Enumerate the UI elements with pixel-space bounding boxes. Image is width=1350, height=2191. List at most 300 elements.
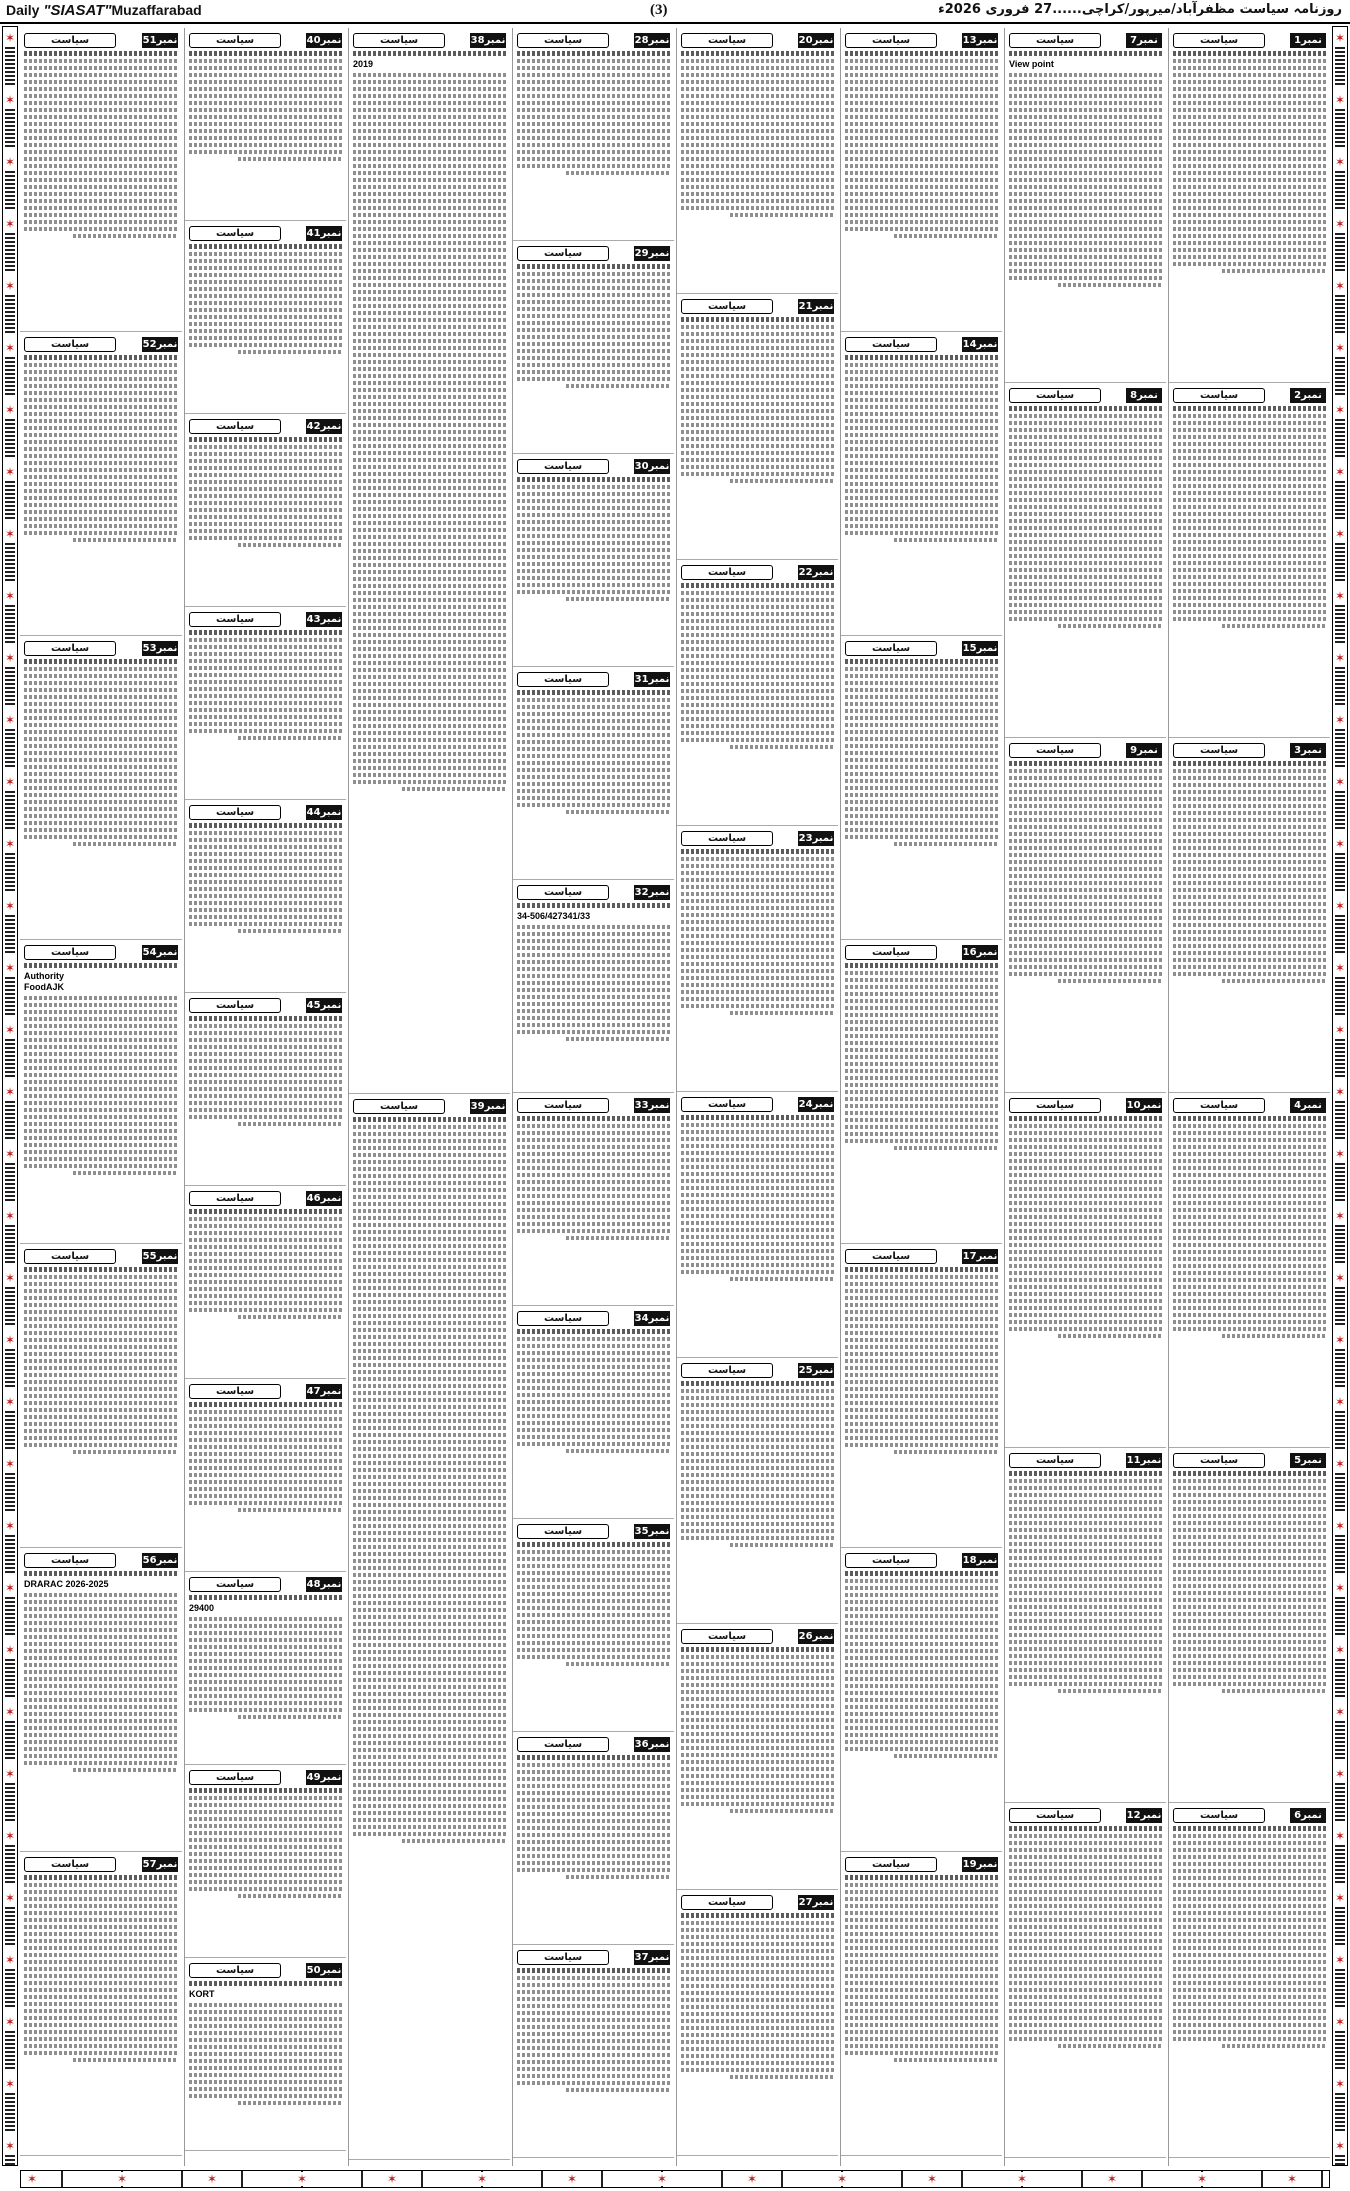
body-text-line <box>1173 2002 1326 2006</box>
body-text-line <box>353 626 506 630</box>
body-text-line <box>517 1187 670 1191</box>
border-pattern <box>5 357 15 397</box>
notice-brand-label: سیاست <box>517 1950 609 1965</box>
body-text-line <box>1009 1250 1162 1254</box>
body-text-line <box>1173 776 1326 780</box>
body-text-line <box>353 1398 506 1402</box>
body-text-line <box>517 754 670 758</box>
notice-header <box>1009 1453 1162 1468</box>
body-text-line <box>1009 255 1162 259</box>
notice-number-tag: نمبر6 <box>1290 1808 1326 1823</box>
body-text-line <box>1009 94 1162 98</box>
body-text-line <box>517 1770 670 1774</box>
body-text-line <box>1009 1486 1162 1490</box>
body-text-line <box>189 2017 342 2021</box>
body-text-line <box>681 1130 834 1134</box>
body-text-line <box>566 1037 670 1041</box>
body-text-line <box>189 294 342 298</box>
body-text-line <box>353 1510 506 1514</box>
border-pattern <box>1335 1907 1345 1947</box>
border-star-icon: ✶ <box>1286 2172 1298 2186</box>
notice-header <box>845 337 998 352</box>
body-text-line <box>1173 783 1326 787</box>
body-text-line <box>845 1104 998 1108</box>
body-text-line <box>353 367 506 371</box>
body-text-line <box>189 823 342 828</box>
body-text-line <box>845 1401 998 1405</box>
body-text-line <box>517 1550 670 1554</box>
body-text-line <box>517 698 670 702</box>
body-text-line <box>1009 790 1162 794</box>
body-text-line <box>681 115 834 119</box>
body-text-line <box>1222 624 1326 628</box>
body-text-line <box>1009 262 1162 266</box>
body-text-line <box>1173 568 1326 572</box>
body-text-line <box>681 51 834 56</box>
body-text-line <box>566 810 670 814</box>
body-text-line <box>24 1352 178 1356</box>
body-text-line <box>24 1380 178 1384</box>
body-text-line <box>517 300 670 304</box>
border-star-icon: ✶ <box>1196 2172 1208 2186</box>
body-text-line <box>238 543 342 547</box>
border-pattern <box>5 233 15 273</box>
body-text-line <box>353 591 506 595</box>
body-text-line <box>845 985 998 989</box>
body-text-line <box>1009 1640 1162 1644</box>
body-text-line <box>24 1066 178 1070</box>
body-text-line <box>353 654 506 658</box>
body-text-line <box>517 995 670 999</box>
border-pattern <box>1335 47 1345 87</box>
body-text-line <box>189 466 342 470</box>
body-text-line <box>24 1939 178 1943</box>
body-text-line <box>189 1045 342 1049</box>
body-text-line <box>681 892 834 896</box>
body-text-line <box>353 598 506 602</box>
notice-brand-label: سیاست <box>517 1524 609 1539</box>
body-text-line <box>353 1818 506 1822</box>
body-text-line <box>353 500 506 504</box>
body-text-line <box>517 953 670 957</box>
body-text-line <box>1009 1848 1162 1852</box>
body-text-line <box>517 1819 670 1823</box>
body-text-line <box>189 2003 342 2007</box>
body-text-line <box>1009 1876 1162 1880</box>
body-text-line <box>517 1613 670 1617</box>
body-text-line <box>353 1195 506 1199</box>
body-text-line <box>189 1059 342 1063</box>
body-text-line <box>189 252 342 256</box>
body-text-line <box>1173 1668 1326 1672</box>
body-text-line <box>1173 456 1326 460</box>
body-text-line <box>845 398 998 402</box>
body-text-line <box>24 66 178 70</box>
notice-number-tag: نمبر3 <box>1290 743 1326 758</box>
body-text-line <box>353 647 506 651</box>
body-text-line <box>1009 435 1162 439</box>
body-text-line <box>1009 1995 1162 1999</box>
body-text-line <box>1009 101 1162 105</box>
body-text-line <box>1173 1500 1326 1504</box>
body-text-line <box>517 903 670 908</box>
body-text-line <box>1009 276 1162 280</box>
body-text-line <box>681 1501 834 1505</box>
body-text-line <box>189 887 342 891</box>
body-text-line <box>681 962 834 966</box>
body-text-line <box>189 1238 342 1242</box>
border-star-icon: ✶ <box>4 899 16 913</box>
body-text-line <box>1173 470 1326 474</box>
body-text-line <box>517 1116 670 1121</box>
notice-number-tag: نمبر14 <box>962 339 998 350</box>
body-text-line <box>845 1331 998 1335</box>
notice-header <box>1009 1808 1162 1823</box>
body-text-line <box>24 1988 178 1992</box>
body-text-line <box>517 2074 670 2078</box>
body-text-line <box>1009 937 1162 941</box>
body-text-line <box>189 838 342 842</box>
body-text-line <box>24 220 178 224</box>
masthead-english-title <box>6 2 202 19</box>
body-text-line <box>1009 1215 1162 1219</box>
body-text-line <box>845 737 998 741</box>
body-text-line <box>353 1125 506 1129</box>
notice-brand-label: سیاست <box>1009 1453 1101 1468</box>
body-text-line <box>353 493 506 497</box>
notice-number-tag: نمبر33 <box>634 1100 670 1111</box>
body-text-line <box>353 1132 506 1136</box>
column-7 <box>1004 28 1166 2166</box>
body-text-line <box>845 1296 998 1300</box>
notice-columns <box>20 28 1330 2166</box>
body-text-line <box>353 1265 506 1269</box>
body-text-line <box>189 652 342 656</box>
body-text-line <box>681 1921 834 1925</box>
body-text-line <box>845 178 998 182</box>
body-text-line <box>845 1282 998 1286</box>
body-text-line <box>681 2005 834 2009</box>
body-text-line <box>845 978 998 982</box>
body-text-line <box>189 2052 342 2056</box>
body-text-line <box>681 598 834 602</box>
body-text-line <box>681 1004 834 1008</box>
body-text-line <box>681 416 834 420</box>
body-text-line <box>1009 1939 1162 1943</box>
left-border-strip <box>2 26 18 2166</box>
notice-brand-label: سیاست <box>1173 1453 1265 1468</box>
notice-brand-label: سیاست <box>517 885 609 900</box>
body-text-line <box>353 1384 506 1388</box>
body-text-line <box>517 286 670 290</box>
body-text-line <box>189 1445 342 1449</box>
body-text-line <box>353 1538 506 1542</box>
body-text-line <box>845 2030 998 2034</box>
body-text-line <box>517 988 670 992</box>
border-star-icon: ✶ <box>4 1519 16 1533</box>
body-text-line <box>681 1459 834 1463</box>
body-text-line <box>1173 1869 1326 1873</box>
body-text-line <box>681 1389 834 1393</box>
body-text-line <box>189 880 342 884</box>
body-text-line <box>845 800 998 804</box>
body-text-line <box>730 2075 834 2079</box>
body-text-line <box>24 377 178 381</box>
body-text-line <box>24 1415 178 1419</box>
notice-brand-label: سیاست <box>681 831 773 846</box>
body-text-line <box>517 1201 670 1205</box>
body-text-line <box>517 1016 670 1020</box>
border-pattern <box>1335 481 1345 521</box>
body-text-line <box>353 675 506 679</box>
body-text-line <box>24 1740 178 1744</box>
body-text-line <box>189 1796 342 1800</box>
body-text-line <box>894 538 998 542</box>
body-text-line <box>353 185 506 189</box>
body-text-line <box>845 1988 998 1992</box>
body-text-line <box>189 1402 342 1407</box>
border-star-icon: ✶ <box>1334 527 1346 541</box>
classified-notice <box>185 1958 346 2151</box>
body-text-line <box>1173 1250 1326 1254</box>
notice-header <box>517 459 670 474</box>
body-text-line <box>1173 227 1326 231</box>
notice-header <box>24 33 178 48</box>
border-pattern <box>1335 605 1345 645</box>
notice-brand-label: سیاست <box>681 1629 773 1644</box>
body-text-line <box>681 2012 834 2016</box>
body-text-line <box>24 730 178 734</box>
body-text-line <box>189 1066 342 1070</box>
body-text-line <box>353 1391 506 1395</box>
body-text-line <box>845 688 998 692</box>
body-text-line <box>894 234 998 238</box>
body-text-line <box>353 1174 506 1178</box>
body-text-line <box>681 1431 834 1435</box>
body-text-line <box>1173 797 1326 801</box>
body-text-line <box>845 1436 998 1440</box>
classified-notice <box>841 636 1002 940</box>
notice-brand-label: سیاست <box>681 1895 773 1910</box>
body-text-line <box>517 2067 670 2071</box>
classified-notice <box>185 1765 346 1958</box>
body-text-line <box>24 1733 178 1737</box>
body-text-line <box>1009 972 1162 976</box>
body-text-line <box>1009 1514 1162 1518</box>
notice-number-tag: نمبر37 <box>634 1952 670 1963</box>
body-text-line <box>189 1459 342 1463</box>
body-text-line <box>1173 498 1326 502</box>
body-text-line <box>1009 610 1162 614</box>
body-text-line <box>681 675 834 679</box>
notice-brand-label: سیاست <box>189 1770 281 1785</box>
body-text-line <box>24 1571 178 1576</box>
body-text-line <box>845 744 998 748</box>
body-text-line <box>24 412 178 416</box>
notice-brand-label: سیاست <box>189 998 281 1013</box>
body-text-line <box>894 1754 998 1758</box>
body-text-line <box>681 1802 834 1806</box>
notice-brand-label: سیاست <box>845 1249 937 1264</box>
body-text-line <box>24 1031 178 1035</box>
body-text-line <box>517 1442 670 1446</box>
body-text-line <box>845 377 998 381</box>
body-text-line <box>24 2051 178 2055</box>
body-text-line <box>1009 220 1162 224</box>
body-text-line <box>845 108 998 112</box>
notice-brand-label: سیاست <box>681 565 773 580</box>
body-text-line <box>189 1101 342 1105</box>
body-text-line <box>24 1331 178 1335</box>
body-text-line <box>189 2066 342 2070</box>
notice-number-tag: نمبر26 <box>798 1631 834 1642</box>
body-text-line <box>353 248 506 252</box>
body-text-line <box>353 1524 506 1528</box>
body-text-line <box>1009 150 1162 154</box>
body-text-line <box>24 108 178 112</box>
body-text-line <box>1173 1313 1326 1317</box>
body-text-line <box>1009 1180 1162 1184</box>
body-text-line <box>1009 1904 1162 1908</box>
border-pattern <box>5 1163 15 1203</box>
body-text-line <box>845 503 998 507</box>
body-text-line <box>353 1349 506 1353</box>
body-text-line <box>24 702 178 706</box>
body-text-line <box>353 724 506 728</box>
notice-header <box>681 299 834 314</box>
body-text-line <box>845 1380 998 1384</box>
body-text-line <box>517 761 670 765</box>
body-text-line <box>24 1875 178 1880</box>
body-text-line <box>845 2051 998 2055</box>
body-text-line <box>189 852 342 856</box>
body-text-line <box>24 1129 178 1133</box>
body-text-line <box>1173 1257 1326 1261</box>
body-text-line <box>517 115 670 119</box>
body-text-line <box>353 1321 506 1325</box>
body-text-line <box>1173 491 1326 495</box>
body-text-line <box>845 87 998 91</box>
body-text-line <box>517 590 670 594</box>
body-text-line <box>1173 1514 1326 1518</box>
body-text-line <box>517 1755 670 1760</box>
body-text-line <box>681 1704 834 1708</box>
body-text-line <box>845 786 998 790</box>
body-text-line <box>24 1443 178 1447</box>
body-text-line <box>1009 456 1162 460</box>
body-text-line <box>24 199 178 203</box>
column-4 <box>512 28 674 2166</box>
body-text-line <box>845 220 998 224</box>
body-text-line <box>845 1097 998 1101</box>
body-text-line <box>1009 902 1162 906</box>
body-text-line <box>517 1634 670 1638</box>
body-text-line <box>1173 575 1326 579</box>
body-text-line <box>1009 1535 1162 1539</box>
body-text-line <box>1009 1542 1162 1546</box>
body-text-line <box>681 885 834 889</box>
notice-number-tag: نمبر8 <box>1126 388 1162 403</box>
body-text-line <box>517 1868 670 1872</box>
body-text-line <box>517 164 670 168</box>
body-text-line <box>517 349 670 353</box>
notice-brand-label: سیاست <box>681 1363 773 1378</box>
classified-notice <box>1005 1803 1166 2158</box>
body-text-line <box>845 1995 998 1999</box>
body-text-line <box>845 1614 998 1618</box>
body-text-line <box>517 1208 670 1212</box>
body-text-line <box>1009 603 1162 607</box>
body-text-line <box>353 1461 506 1465</box>
body-text-line <box>681 1725 834 1729</box>
body-text-line <box>1009 2009 1162 2013</box>
body-text-line <box>681 1172 834 1176</box>
body-text-line <box>681 647 834 651</box>
body-text-line <box>845 94 998 98</box>
body-text-line <box>681 913 834 917</box>
body-text-line <box>1009 1946 1162 1950</box>
body-text-line <box>1009 965 1162 969</box>
body-text-line <box>353 1117 506 1122</box>
body-text-line <box>189 143 342 147</box>
notice-brand-label: سیاست <box>517 1737 609 1752</box>
body-text-line <box>1173 860 1326 864</box>
body-text-line <box>189 701 342 705</box>
body-text-line <box>845 807 998 811</box>
body-text-line <box>1173 1152 1326 1156</box>
body-text-line <box>845 199 998 203</box>
body-text-line <box>681 948 834 952</box>
body-text-line <box>845 59 998 63</box>
body-text-line <box>24 475 178 479</box>
body-text-line <box>1173 790 1326 794</box>
body-text-line <box>1173 1848 1326 1852</box>
body-text-line <box>894 2058 998 2062</box>
body-text-line <box>353 1601 506 1605</box>
body-text-line <box>24 807 178 811</box>
body-text-line <box>1009 1869 1162 1873</box>
border-pattern <box>5 543 15 583</box>
body-text-line <box>1058 1334 1162 1338</box>
border-star-icon: ✶ <box>1334 1519 1346 1533</box>
notice-header <box>24 945 178 960</box>
border-star-icon: ✶ <box>4 1581 16 1595</box>
body-text-line <box>24 1429 178 1433</box>
border-pattern <box>1335 977 1345 1017</box>
body-text-line <box>24 793 178 797</box>
body-text-line <box>24 723 178 727</box>
column-3 <box>348 28 510 2166</box>
body-text-line <box>845 391 998 395</box>
body-text-line <box>353 129 506 133</box>
body-text-line <box>1173 909 1326 913</box>
border-star-icon: ✶ <box>836 2172 848 2186</box>
border-star-icon: ✶ <box>1334 1085 1346 1099</box>
body-text-line <box>353 1741 506 1745</box>
body-text-line <box>845 1579 998 1583</box>
body-text-line <box>24 659 178 664</box>
body-text-line <box>353 1216 506 1220</box>
body-text-line <box>517 555 670 559</box>
body-text-line <box>24 405 178 409</box>
body-text-line <box>845 1387 998 1391</box>
body-text-line <box>517 122 670 126</box>
body-text-line <box>681 1970 834 1974</box>
border-star-icon: ✶ <box>116 2172 128 2186</box>
body-text-line <box>517 328 670 332</box>
border-pattern <box>1335 1039 1345 1079</box>
classified-notice <box>841 332 1002 636</box>
